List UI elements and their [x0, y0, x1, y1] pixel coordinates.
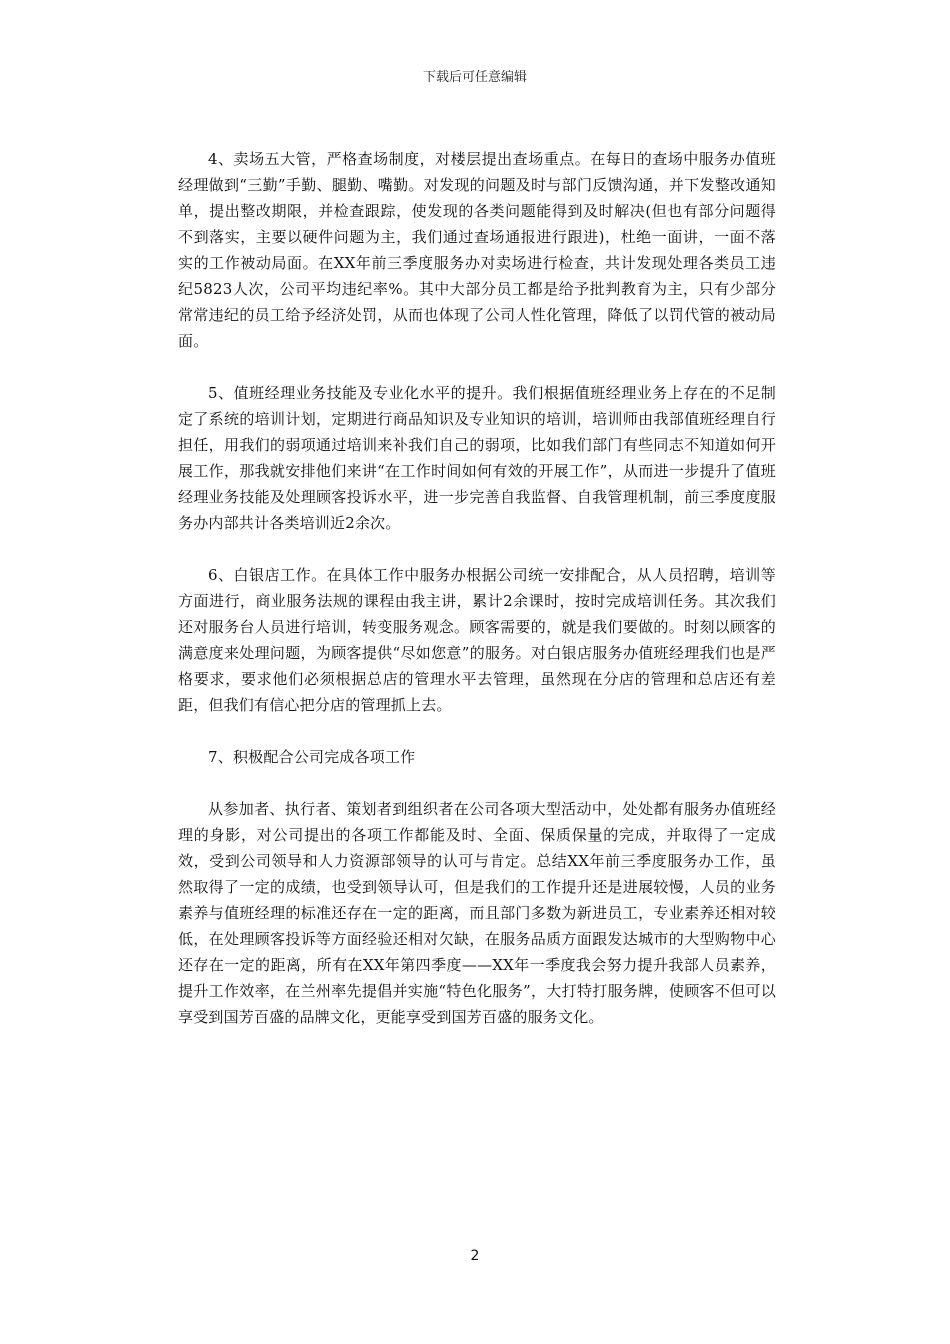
paragraph-5: 5、值班经理业务技能及专业化水平的提升。我们根据值班经理业务上存在的不足制定了系统的培训计划，定期进行商品知识及专业知识的培训，培训师由我部值班经理自行担任，用我们的弱项通过培训来补我们自己的弱项，比如我们部门有些同志不知道如何开展工作，那我就安排他们来讲“在工作时间如何有效的开展工作”，从而进一步提升了值班经理业务技能及处理顾客投诉水平，进一步完善自我监督、自我管理机制，前三季度度服务办内部共计各类培训近2余次。 [178, 384, 776, 532]
document-body [178, 146, 776, 1056]
page-number: 2 [470, 1248, 480, 1264]
paragraph-6: 6、白银店工作。在具体工作中服务办根据公司统一安排配合，从人员招聘，培训等方面进行，商业服务法规的课程由我主讲，累计2余课时，按时完成培训任务。其次我们还对服务台人员进行培训，转变服务观念。顾客需要的，就是我们要做的。时刻以顾客的满意度来处理问题，为顾客提供“尽如您意”的服务。对白银店服务办值班经理我们也是严格要求，要求他们必须根据总店的管理水平去管理，虽然现在分店的管理和总店还有差距，但我们有信心把分店的管理抓上去。 [178, 566, 776, 714]
paragraph-4: 4、卖场五大管，严格查场制度，对楼层提出查场重点。在每日的查场中服务办值班经理做到“三勤”手勤、腿勤、嘴勤。对发现的问题及时与部门反馈沟通，并下发整改通知单，提出整改期限，并检查跟踪，使发现的各类问题能得到及时解决(但也有部分问题得不到落实，主要以硬件问题为主，我们通过查场通报进行跟进)，杜绝一面讲，一面不落实的工作被动局面。在XX年前三季度服务办对卖场进行检查，共计发现处理各类员工违纪5823人次，公司平均违纪率%。其中大部分员工都是给予批判教育为主，只有少部分常常违纪的员工给予经济处罚，从而也体现了公司人性化管理，降低了以罚代管的被动局面。 [178, 150, 776, 350]
paragraph-7-heading: 7、积极配合公司完成各项工作 [208, 748, 416, 766]
page-header: 下载后可任意编辑 [422, 70, 527, 85]
paragraph-summary: 从参加者、执行者、策划者到组织者在公司各项大型活动中，处处都有服务办值班经理的身影，对公司提出的各项工作都能及时、全面、保质保量的完成，并取得了一定成效，受到公司领导和人力资源部领导的认可与肯定。总结XX年前三季度服务办工作，虽然取得了一定的成绩，也受到领导认可，但是我们的工作提升还是进展较慢，人员的业务素养与值班经理的标准还存在一定的距离，而且部门多数为新进员工，专业素养还相对较低，在处理顾客投诉等方面经验还相对欠缺，在服务品质方面跟发达城市的大型购物中心还存在一定的距离，所有在XX年第四季度——XX年一季度我会努力提升我部人员素养，提升工作效率，在兰州率先提倡并实施“特色化服务”，大打特打服务牌，使顾客不但可以享受到国芳百盛的品牌文化，更能享受到国芳百盛的服务文化。 [178, 800, 776, 1026]
